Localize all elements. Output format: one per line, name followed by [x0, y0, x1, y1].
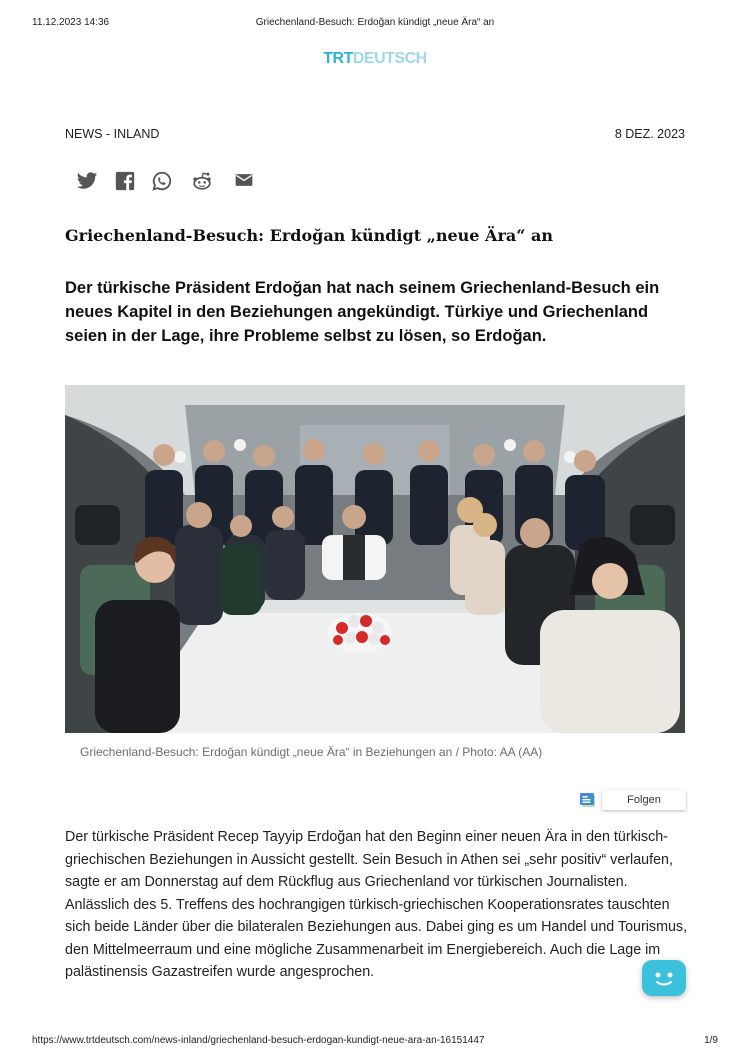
facebook-icon[interactable]	[114, 170, 136, 192]
print-url: https://www.trtdeutsch.com/news-inland/griechenland-besuch-erdogan-kundigt-neue-ara-an-16151447	[32, 1035, 485, 1046]
article-category[interactable]: NEWS - INLAND	[65, 127, 160, 141]
chat-face-icon	[642, 960, 686, 996]
twitter-icon[interactable]	[76, 170, 98, 192]
chat-widget-button[interactable]	[642, 960, 686, 996]
article-meta	[65, 127, 685, 143]
email-icon[interactable]	[234, 170, 256, 192]
print-page-number: 1/9	[704, 1035, 718, 1046]
print-footer	[32, 1035, 718, 1049]
print-page-title: Griechenland-Besuch: Erdoğan kündigt „neue Ära“ an	[255, 17, 495, 28]
site-logo[interactable]	[0, 50, 750, 68]
logo-deutsch: DEUTSCH	[352, 50, 427, 67]
article-photo	[65, 385, 685, 733]
article-headline: Griechenland-Besuch: Erdoğan kündigt „neue Ära“ an	[65, 226, 554, 245]
print-datetime: 11.12.2023 14:36	[32, 17, 110, 28]
print-header	[32, 17, 718, 31]
photo-caption: Griechenland-Besuch: Erdoğan kündigt „neue Ära“ in Beziehungen an / Photo: AA (AA)	[80, 745, 543, 759]
logo-trt: TRT	[323, 50, 353, 67]
article-lead: Der türkische Präsident Erdoğan hat nach seinem Griechenland-Besuch ein neues Kapitel in den Beziehungen angekündigt. Türkiye und Griechenland seien in der Lage, ihre Probleme selbst zu lösen, so Erdoğan.	[65, 279, 660, 345]
reddit-icon[interactable]	[190, 170, 212, 192]
follow-button[interactable]: Folgen	[602, 790, 686, 810]
article-date: 8 DEZ. 2023	[614, 127, 685, 141]
google-news-icon	[579, 792, 595, 808]
follow-widget	[576, 790, 686, 810]
article-body: Der türkische Präsident Recep Tayyip Erdoğan hat den Beginn einer neuen Ära in den türkisch-griechischen Beziehungen in Aussicht gestellt. Sein Besuch in Athen sei „sehr positiv“ verlaufen, sagte er am Donnerstag auf dem Rückflug aus Griechenland vor türkischen Journalisten. Anlässlich des 5. Treffens des hochrangigen türkisch-griechischen Kooperationsrates tauschten sich beide Länder über die bilateralen Beziehungen aus. Dabei ging es um Handel und Tourismus, den Mittelmeerraum und eine mögliche Zusammenarbeit im Energiebereich. Auch die Lage im palästinensis Gazastreifen wurde angesprochen.	[65, 829, 688, 980]
whatsapp-icon[interactable]	[151, 170, 173, 192]
